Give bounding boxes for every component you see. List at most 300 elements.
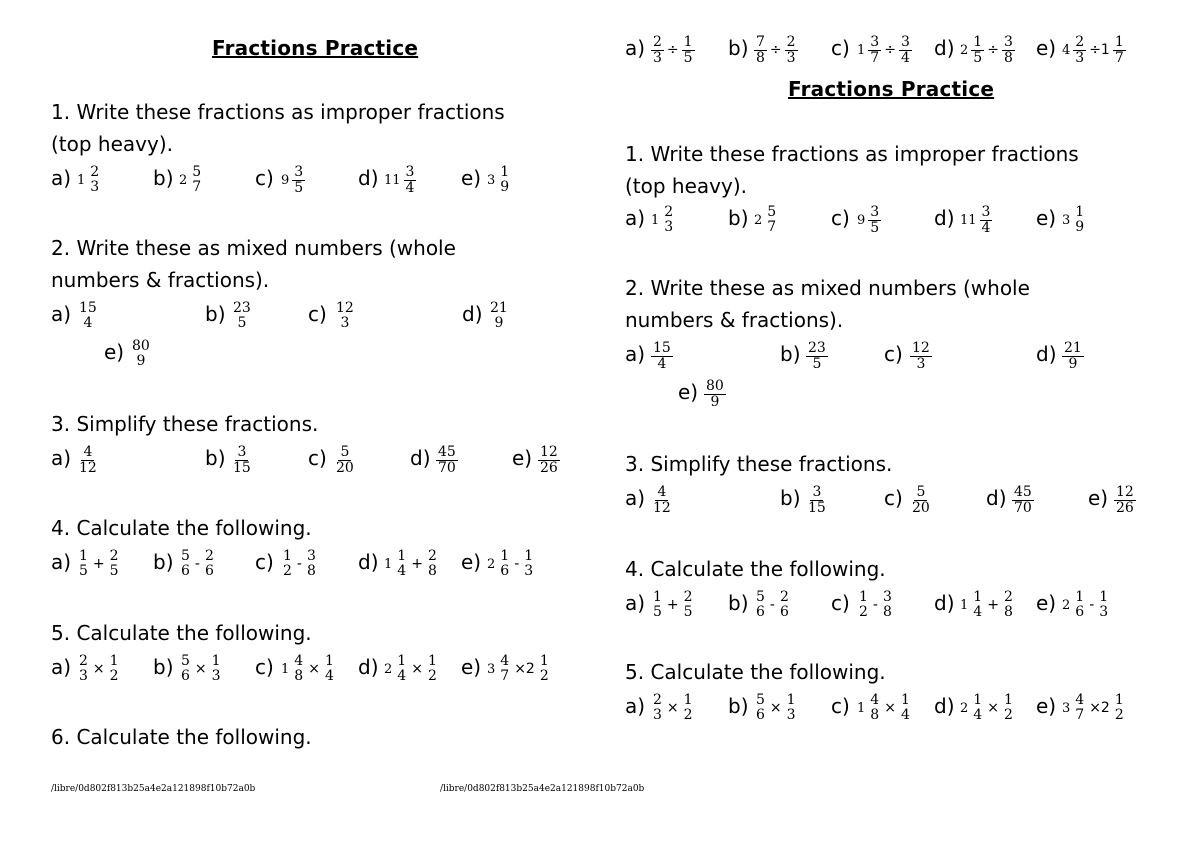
numerator: 3 (294, 163, 304, 180)
fraction (651, 485, 673, 516)
fraction (292, 165, 305, 196)
item-label: b) (780, 342, 801, 366)
item-label: d) (410, 446, 431, 470)
exercise-item (934, 581, 1029, 629)
numerator: 1 (1114, 33, 1124, 50)
numerator: 80 (706, 377, 724, 394)
numerator: 1 (973, 33, 983, 50)
numerator: 2 (79, 653, 88, 669)
expression (857, 581, 894, 629)
numerator: 5 (767, 204, 777, 220)
denominator: 9 (494, 315, 504, 331)
numerator: 80 (132, 338, 150, 354)
exercise-item (934, 26, 1029, 74)
fraction (971, 693, 984, 723)
expression (384, 156, 416, 204)
item-label: c) (831, 591, 850, 615)
fraction (881, 590, 894, 620)
numerator: 15 (79, 300, 97, 316)
exercise-item (461, 156, 556, 204)
expression (231, 436, 253, 484)
expression (1012, 476, 1034, 524)
whole-number: 3 (487, 172, 496, 188)
exercise-item (1088, 476, 1183, 524)
fraction (704, 379, 726, 410)
fraction (1073, 35, 1086, 66)
numerator: 5 (916, 483, 926, 500)
expression (651, 581, 695, 629)
exercise-item (51, 436, 146, 484)
item-label: d) (934, 591, 955, 615)
denominator: 2 (283, 563, 292, 579)
denominator: 2 (683, 707, 693, 723)
denominator: 7 (1075, 707, 1085, 723)
denominator: 8 (882, 604, 892, 620)
exercise-item (51, 156, 146, 204)
exercise-item (512, 436, 607, 484)
fraction (426, 549, 439, 579)
whole-number: 1 (77, 172, 86, 188)
expression (857, 684, 912, 732)
exercise-item (308, 436, 403, 484)
denominator: 5 (109, 563, 119, 579)
denominator: 9 (1075, 219, 1085, 235)
operator: ÷ (666, 42, 679, 58)
exercise-item (153, 540, 248, 588)
exercise-item (625, 581, 720, 629)
numerator: 5 (192, 164, 202, 180)
item-label: b) (780, 486, 801, 510)
numerator: 4 (657, 483, 667, 500)
numerator: 1 (500, 164, 510, 180)
denominator: 7 (767, 219, 777, 235)
item-label: c) (831, 694, 850, 718)
denominator: 3 (653, 707, 662, 723)
operator: × (92, 661, 105, 677)
fraction (179, 549, 192, 579)
numerator: 2 (683, 589, 693, 605)
numerator: 1 (653, 589, 662, 605)
fraction (498, 549, 511, 579)
denominator: 7 (500, 668, 510, 684)
expression (77, 156, 101, 204)
operator: + (411, 556, 423, 572)
expression (857, 26, 912, 74)
item-label: a) (51, 166, 72, 190)
numerator: 5 (756, 589, 765, 605)
expression (651, 476, 673, 524)
exercise-item (625, 684, 720, 732)
numerator: 1 (524, 548, 534, 564)
numerator: 3 (1003, 33, 1013, 50)
fraction (426, 654, 439, 684)
numerator: 1 (109, 653, 119, 669)
operator: + (92, 556, 105, 572)
numerator: 23 (808, 339, 826, 356)
denominator: 4 (900, 707, 910, 723)
numerator: 7 (756, 33, 765, 50)
expression (179, 156, 203, 204)
denominator: 4 (657, 355, 667, 372)
numerator: 2 (779, 589, 789, 605)
fraction (754, 590, 767, 620)
denominator: 70 (438, 459, 456, 476)
denominator: 9 (500, 179, 510, 195)
fraction (1002, 693, 1015, 723)
item-label: e) (461, 166, 482, 190)
exercise-item (728, 26, 823, 74)
expression (1062, 196, 1086, 244)
fraction (910, 341, 932, 372)
item-label: b) (728, 36, 749, 60)
numerator: 3 (981, 203, 991, 220)
item-label: d) (358, 550, 379, 574)
numerator: 1 (683, 692, 693, 708)
expression (651, 684, 695, 732)
denominator: 6 (756, 707, 765, 723)
whole-number: 2 (960, 700, 969, 716)
denominator: 6 (1075, 604, 1085, 620)
numerator: 1 (211, 653, 221, 669)
exercise-item (1036, 196, 1131, 244)
expression (77, 540, 121, 588)
fraction (754, 693, 767, 723)
fraction (868, 35, 881, 66)
denominator: 9 (136, 353, 146, 369)
whole-number: 2 (384, 661, 393, 677)
exercise-item (678, 370, 773, 418)
item-label: c) (831, 206, 850, 230)
numerator: 5 (181, 548, 190, 564)
expression (436, 436, 458, 484)
fraction (980, 205, 993, 236)
numerator: 3 (306, 548, 316, 564)
whole-number: 1 (960, 597, 969, 613)
exercise-item (153, 156, 248, 204)
item-label: e) (1036, 694, 1057, 718)
exercise-item (728, 684, 823, 732)
exercise-item (780, 476, 875, 524)
whole-number: 2 (754, 212, 763, 228)
fraction (899, 693, 912, 723)
numerator: 1 (1075, 204, 1085, 220)
expression (960, 196, 992, 244)
fraction (651, 590, 664, 620)
whole-number: 11 (384, 172, 401, 188)
expression (281, 645, 336, 693)
item-label: c) (884, 486, 903, 510)
exercise-item (1036, 581, 1131, 629)
question-2-line-2: numbers & fractions). (51, 268, 270, 292)
item-label: e) (512, 446, 533, 470)
expression (488, 292, 510, 340)
numerator: 3 (870, 33, 880, 50)
operator: × (194, 661, 207, 677)
whole-number: 2 (487, 556, 496, 572)
item-label: d) (358, 166, 379, 190)
fraction (1073, 590, 1086, 620)
question-1-line-1-right: 1. Write these fractions as improper fractions (625, 142, 1079, 166)
numerator: 3 (812, 483, 822, 500)
fraction (651, 693, 664, 723)
denominator: 8 (1003, 604, 1013, 620)
item-label: c) (255, 655, 274, 679)
fraction (971, 590, 984, 620)
numerator: 2 (109, 548, 119, 564)
item-label: b) (728, 591, 749, 615)
exercise-item (831, 581, 926, 629)
exercise-item (884, 476, 979, 524)
fraction (323, 654, 336, 684)
expression (1062, 581, 1110, 629)
denominator: 4 (973, 604, 983, 620)
expression (1114, 476, 1136, 524)
numerator: 3 (900, 33, 910, 50)
expression (281, 156, 305, 204)
expression (77, 292, 99, 340)
numerator: 2 (427, 548, 437, 564)
fraction (778, 590, 791, 620)
expression (704, 370, 726, 418)
denominator: 3 (786, 49, 796, 66)
item-label: e) (1036, 206, 1057, 230)
whole-number: 1 (384, 556, 393, 572)
item-label: e) (1036, 591, 1057, 615)
expression (651, 196, 675, 244)
question-1-line-2-right: (top heavy). (625, 174, 748, 198)
fraction (1097, 590, 1110, 620)
exercise-item (51, 540, 146, 588)
numerator: 1 (427, 653, 437, 669)
denominator: 2 (1114, 707, 1124, 723)
operator: - (296, 556, 302, 572)
denominator: 8 (756, 49, 765, 66)
denominator: 15 (808, 499, 826, 516)
operator: - (769, 597, 775, 613)
item-label: b) (153, 550, 174, 574)
expression (960, 26, 1015, 74)
exercise-item (255, 645, 350, 693)
fraction (404, 165, 417, 196)
item-label: a) (625, 206, 646, 230)
fraction (765, 205, 778, 235)
item-label: d) (934, 694, 955, 718)
denominator: 5 (812, 355, 822, 372)
item-label: c) (831, 36, 850, 60)
item-label: a) (625, 591, 646, 615)
denominator: 4 (324, 668, 334, 684)
item-label: e) (461, 655, 482, 679)
numerator: 12 (336, 300, 354, 316)
fraction (292, 654, 305, 684)
exercise-item (358, 645, 453, 693)
exercise-item (934, 196, 1029, 244)
fraction (334, 301, 356, 331)
numerator: 5 (756, 692, 765, 708)
operator: × (308, 661, 320, 677)
fraction (1073, 693, 1086, 723)
expression (857, 196, 881, 244)
denominator: 3 (1099, 604, 1109, 620)
item-label: e) (461, 550, 482, 574)
denominator: 2 (109, 668, 119, 684)
numerator: 1 (283, 548, 292, 564)
denominator: 5 (653, 604, 662, 620)
fraction (231, 301, 253, 331)
fraction (1114, 485, 1136, 516)
operator: ÷ (987, 42, 999, 58)
exercise-item (934, 684, 1029, 732)
denominator: 7 (192, 179, 202, 195)
expression (334, 292, 356, 340)
expression (806, 332, 828, 380)
exercise-item (461, 540, 556, 588)
whole-number: 9 (857, 212, 866, 228)
denominator: 5 (870, 219, 880, 236)
denominator: 4 (900, 49, 910, 66)
item-label: b) (728, 694, 749, 718)
denominator: 6 (204, 563, 214, 579)
denominator: 8 (427, 563, 437, 579)
whole-number: 9 (281, 172, 290, 188)
item-label: e) (104, 340, 125, 364)
question-4-line-right: 4. Calculate the following. (625, 557, 886, 581)
numerator: 1 (1075, 589, 1085, 605)
item-label: c) (255, 550, 274, 574)
item-label: a) (51, 302, 72, 326)
denominator: 20 (336, 459, 354, 476)
denominator: 3 (211, 668, 221, 684)
denominator: 9 (710, 393, 720, 410)
item-label: a) (625, 36, 646, 60)
denominator: 2 (427, 668, 437, 684)
numerator: 1 (1099, 589, 1109, 605)
question-4-line: 4. Calculate the following. (51, 516, 312, 540)
whole-number: 1 (857, 42, 866, 58)
numerator: 2 (1075, 33, 1085, 50)
item-label: a) (51, 446, 72, 470)
exercise-item (358, 156, 453, 204)
denominator: 12 (653, 499, 671, 516)
expression (651, 26, 695, 74)
denominator: 70 (1014, 499, 1032, 516)
fraction (395, 549, 408, 579)
numerator: 2 (204, 548, 214, 564)
item-label: d) (934, 36, 955, 60)
item-label: a) (625, 694, 646, 718)
denominator: 6 (756, 604, 765, 620)
fraction (857, 590, 870, 620)
fraction (190, 165, 203, 195)
exercise-item (358, 540, 453, 588)
fraction (77, 301, 99, 331)
fraction (868, 693, 881, 723)
exercise-item (255, 540, 350, 588)
numerator: 1 (859, 589, 868, 605)
denominator: 8 (1003, 49, 1013, 66)
fraction (231, 445, 253, 476)
exercise-item (104, 330, 199, 378)
expression (960, 581, 1015, 629)
numerator: 4 (83, 443, 93, 460)
expression (806, 476, 828, 524)
whole-number: 3 (487, 661, 496, 677)
numerator: 1 (973, 589, 983, 605)
numerator: 1 (900, 692, 910, 708)
numerator: 1 (683, 33, 693, 50)
operator: - (872, 597, 878, 613)
page-title: Fractions Practice (212, 36, 419, 60)
numerator: 1 (324, 653, 334, 669)
operator: × (884, 700, 896, 716)
numerator: 3 (405, 163, 415, 180)
numerator: 2 (90, 164, 100, 180)
numerator: 2 (664, 204, 674, 220)
exercise-item (1036, 26, 1131, 74)
expression (754, 581, 791, 629)
fraction (785, 693, 798, 723)
exercise-item (780, 332, 875, 380)
fraction (334, 445, 356, 476)
denominator: 5 (294, 179, 304, 196)
footer-path-left: /libre/0d802f813b25a4e2a121898f10b72a0b (51, 784, 256, 794)
numerator: 4 (1075, 692, 1085, 708)
exercise-item (1036, 684, 1131, 732)
fraction (498, 654, 511, 684)
denominator: 4 (981, 219, 991, 236)
question-3-line-right: 3. Simplify these fractions. (625, 452, 893, 476)
numerator: 2 (653, 692, 662, 708)
exercise-item (625, 26, 720, 74)
fraction (210, 654, 223, 684)
numerator: 3 (882, 589, 892, 605)
exercise-item (410, 436, 505, 484)
denominator: 9 (1068, 355, 1078, 372)
exercise-item (728, 196, 823, 244)
numerator: 2 (786, 33, 796, 50)
denominator: 3 (786, 707, 796, 723)
denominator: 3 (524, 563, 534, 579)
expression (754, 684, 798, 732)
whole-number: 1 (281, 661, 290, 677)
fraction (88, 165, 101, 195)
fraction (785, 35, 798, 66)
item-label: e) (1036, 36, 1057, 60)
question-1-line-2: (top heavy). (51, 132, 174, 156)
operator: × (769, 700, 782, 716)
denominator: 3 (1075, 49, 1085, 66)
fraction (1012, 485, 1034, 516)
question-1-line-1: 1. Write these fractions as improper fractions (51, 100, 505, 124)
numerator: 2 (653, 33, 662, 50)
item-label: e) (678, 380, 699, 404)
item-label: e) (1088, 486, 1109, 510)
expression (1062, 684, 1126, 732)
expression (1062, 26, 1126, 74)
numerator: 15 (653, 339, 671, 356)
question-5-line: 5. Calculate the following. (51, 621, 312, 645)
fraction (1002, 35, 1015, 66)
denominator: 26 (540, 459, 558, 476)
expression (334, 436, 356, 484)
whole-number: 3 (1062, 212, 1071, 228)
question-2-line-1-right: 2. Write these as mixed numbers (whole (625, 276, 1030, 300)
item-label: c) (884, 342, 903, 366)
denominator: 20 (912, 499, 930, 516)
expression (754, 26, 798, 74)
expression (754, 196, 778, 244)
fraction (538, 445, 560, 476)
